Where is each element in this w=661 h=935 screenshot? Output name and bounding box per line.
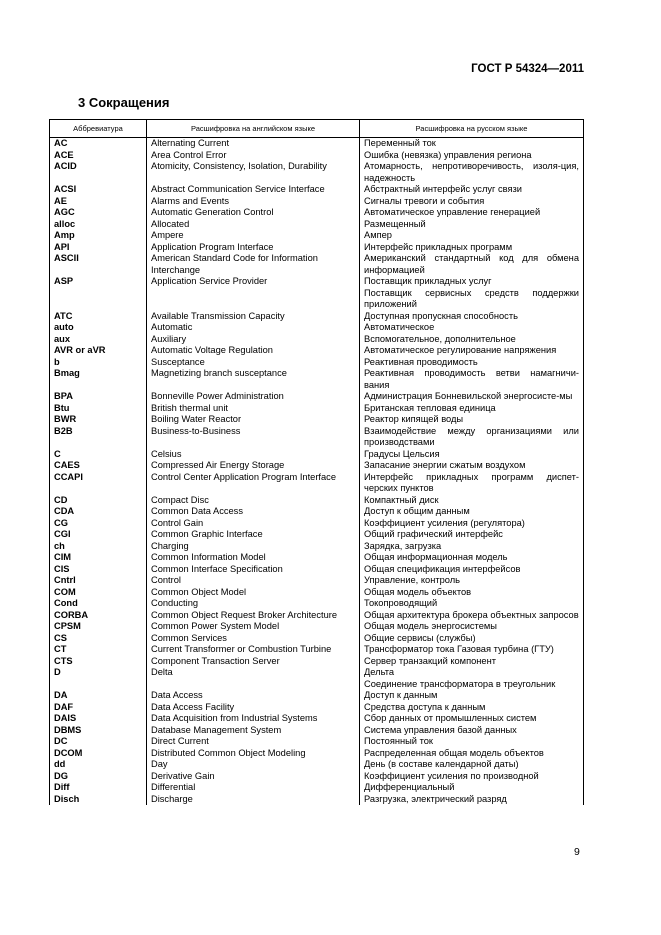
abbreviation-cell: CTS xyxy=(50,656,147,668)
english-cell: Data Acquisition from Industrial Systems xyxy=(147,713,360,725)
abbreviation-cell: ch xyxy=(50,541,147,553)
abbreviation-cell: ATC xyxy=(50,311,147,323)
english-cell: Common Information Model xyxy=(147,552,360,564)
english-cell: Available Transmission Capacity xyxy=(147,311,360,323)
russian-cell: Размещенный xyxy=(360,219,584,231)
russian-cell: Сервер транзакций компонент xyxy=(360,656,584,668)
russian-cell: Общая модель энергосистемы xyxy=(360,621,584,633)
table-row xyxy=(50,495,584,507)
english-cell: Boiling Water Reactor xyxy=(147,414,360,426)
table-row xyxy=(50,587,584,599)
russian-cell: Постоянный ток xyxy=(360,736,584,748)
abbreviation-cell: DG xyxy=(50,771,147,783)
abbreviation-cell: CCAPI xyxy=(50,472,147,495)
table-row xyxy=(50,426,584,449)
english-cell: Alternating Current xyxy=(147,138,360,150)
russian-cell: Управление, контроль xyxy=(360,575,584,587)
russian-cell: Сигналы тревоги и события xyxy=(360,196,584,208)
table-row xyxy=(50,690,584,702)
english-cell: Ampere xyxy=(147,230,360,242)
english-cell: Derivative Gain xyxy=(147,771,360,783)
russian-cell: Общая архитектура брокера объектных запросов xyxy=(360,610,584,622)
english-cell: Data Access xyxy=(147,690,360,702)
table-row xyxy=(50,161,584,184)
russian-cell: Градусы Цельсия xyxy=(360,449,584,461)
table-row xyxy=(50,725,584,737)
table-row xyxy=(50,656,584,668)
table-row xyxy=(50,610,584,622)
abbreviation-cell: CG xyxy=(50,518,147,530)
abbreviation-cell: ASP xyxy=(50,276,147,311)
russian-cell: Интерфейс прикладных программ xyxy=(360,242,584,254)
abbreviation-cell: alloc xyxy=(50,219,147,231)
abbreviation-cell: DBMS xyxy=(50,725,147,737)
russian-cell: Токопроводящий xyxy=(360,598,584,610)
english-cell: Auxiliary xyxy=(147,334,360,346)
russian-cell: Общая модель объектов xyxy=(360,587,584,599)
table-row xyxy=(50,334,584,346)
english-cell: Control xyxy=(147,575,360,587)
english-cell: Susceptance xyxy=(147,357,360,369)
abbreviation-cell: aux xyxy=(50,334,147,346)
english-cell: Differential xyxy=(147,782,360,794)
russian-cell: Доступная пропускная способность xyxy=(360,311,584,323)
abbreviation-cell: Disch xyxy=(50,794,147,806)
abbreviation-cell: BWR xyxy=(50,414,147,426)
abbreviation-cell: COM xyxy=(50,587,147,599)
abbreviation-cell: CGI xyxy=(50,529,147,541)
table-row xyxy=(50,748,584,760)
abbreviation-cell: Diff xyxy=(50,782,147,794)
english-cell: Common Power System Model xyxy=(147,621,360,633)
abbreviation-cell: Btu xyxy=(50,403,147,415)
table-row xyxy=(50,771,584,783)
table-row xyxy=(50,552,584,564)
table-row xyxy=(50,541,584,553)
abbreviation-cell: BPA xyxy=(50,391,147,403)
header-abbreviation: Аббревиатура xyxy=(50,120,147,138)
russian-cell: Система управления базой данных xyxy=(360,725,584,737)
table-row xyxy=(50,702,584,714)
russian-cell: Британская тепловая единица xyxy=(360,403,584,415)
russian-cell: Реактивная проводимость xyxy=(360,357,584,369)
english-cell: British thermal unit xyxy=(147,403,360,415)
abbreviation-cell: AE xyxy=(50,196,147,208)
abbreviation-cell: Cntrl xyxy=(50,575,147,587)
english-cell: Allocated xyxy=(147,219,360,231)
english-cell: Abstract Communication Service Interface xyxy=(147,184,360,196)
russian-cell: Поставщик прикладных услуг Поставщик сервисных средств поддержки приложений xyxy=(360,276,584,311)
english-cell: Control Center Application Program Interface xyxy=(147,472,360,495)
table-row xyxy=(50,230,584,242)
english-cell: Area Control Error xyxy=(147,150,360,162)
abbreviation-cell: auto xyxy=(50,322,147,334)
abbreviation-cell: C xyxy=(50,449,147,461)
russian-cell: Атомарность, непротиворечивость, изоля-ция, надежность xyxy=(360,161,584,184)
russian-cell: Вспомогательное, дополнительное xyxy=(360,334,584,346)
russian-cell: Средства доступа к данным xyxy=(360,702,584,714)
english-cell: Component Transaction Server xyxy=(147,656,360,668)
russian-cell: Компактный диск xyxy=(360,495,584,507)
table-row xyxy=(50,575,584,587)
english-cell: Business-to-Business xyxy=(147,426,360,449)
russian-cell: Абстрактный интерфейс услуг связи xyxy=(360,184,584,196)
english-cell: Discharge xyxy=(147,794,360,806)
abbreviation-cell: ACE xyxy=(50,150,147,162)
english-cell: Conducting xyxy=(147,598,360,610)
abbreviation-cell: DCOM xyxy=(50,748,147,760)
russian-cell: Зарядка, загрузка xyxy=(360,541,584,553)
russian-cell: Коэффициент усиления (регулятора) xyxy=(360,518,584,530)
english-cell: Distributed Common Object Modeling xyxy=(147,748,360,760)
russian-cell: Интерфейс прикладных программ диспет-черских пунктов xyxy=(360,472,584,495)
abbreviation-cell: ACID xyxy=(50,161,147,184)
table-row xyxy=(50,391,584,403)
english-cell: Application Program Interface xyxy=(147,242,360,254)
abbreviation-cell: D xyxy=(50,667,147,690)
russian-cell: Взаимодействие между организациями или производствами xyxy=(360,426,584,449)
abbreviation-cell: CD xyxy=(50,495,147,507)
abbreviation-cell: B2B xyxy=(50,426,147,449)
english-cell: Compressed Air Energy Storage xyxy=(147,460,360,472)
abbreviation-cell: Bmag xyxy=(50,368,147,391)
english-cell: Charging xyxy=(147,541,360,553)
table-row xyxy=(50,414,584,426)
russian-cell: Распределенная общая модель объектов xyxy=(360,748,584,760)
table-row xyxy=(50,242,584,254)
russian-cell: Общий графический интерфейс xyxy=(360,529,584,541)
table-header-row xyxy=(50,120,584,138)
english-cell: Compact Disc xyxy=(147,495,360,507)
table-row xyxy=(50,506,584,518)
russian-cell: Запасание энергии сжатым воздухом xyxy=(360,460,584,472)
english-cell: Atomicity, Consistency, Isolation, Durability xyxy=(147,161,360,184)
table-row xyxy=(50,518,584,530)
abbreviation-cell: CT xyxy=(50,644,147,656)
table-row xyxy=(50,794,584,806)
russian-cell: Американский стандартный код для обмена информацией xyxy=(360,253,584,276)
table-row xyxy=(50,276,584,311)
section-heading: 3 Сокращения xyxy=(78,95,170,110)
russian-cell: Сбор данных от промышленных систем xyxy=(360,713,584,725)
russian-cell: Доступ к данным xyxy=(360,690,584,702)
english-cell: Data Access Facility xyxy=(147,702,360,714)
english-cell: Database Management System xyxy=(147,725,360,737)
table-row xyxy=(50,311,584,323)
russian-cell: Автоматическое управление генерацией xyxy=(360,207,584,219)
table-row xyxy=(50,713,584,725)
russian-cell: Дельта Соединение трансформатора в треугольник xyxy=(360,667,584,690)
abbreviation-cell: Amp xyxy=(50,230,147,242)
table-row xyxy=(50,633,584,645)
russian-cell: Автоматическое xyxy=(360,322,584,334)
abbreviation-cell: CDA xyxy=(50,506,147,518)
russian-cell: Ампер xyxy=(360,230,584,242)
table-row xyxy=(50,403,584,415)
abbreviation-cell: DAF xyxy=(50,702,147,714)
english-cell: American Standard Code for Information Interchange xyxy=(147,253,360,276)
table-row xyxy=(50,138,584,150)
russian-cell: Разгрузка, электрический разряд xyxy=(360,794,584,806)
table-row xyxy=(50,449,584,461)
russian-cell: Ошибка (невязка) управления региона xyxy=(360,150,584,162)
abbreviation-cell: API xyxy=(50,242,147,254)
english-cell: Alarms and Events xyxy=(147,196,360,208)
english-cell: Common Services xyxy=(147,633,360,645)
abbreviation-cell: CPSM xyxy=(50,621,147,633)
table-row xyxy=(50,357,584,369)
russian-cell: Администрация Бонневильской энергосисте-мы xyxy=(360,391,584,403)
table-row xyxy=(50,207,584,219)
table-row xyxy=(50,667,584,690)
english-cell: Application Service Provider xyxy=(147,276,360,311)
english-cell: Current Transformer or Combustion Turbine xyxy=(147,644,360,656)
english-cell: Magnetizing branch susceptance xyxy=(147,368,360,391)
table-row xyxy=(50,345,584,357)
table-row xyxy=(50,529,584,541)
table-row xyxy=(50,460,584,472)
english-cell: Common Object Model xyxy=(147,587,360,599)
table-row xyxy=(50,184,584,196)
english-cell: Common Object Request Broker Architecture xyxy=(147,610,360,622)
table-row xyxy=(50,150,584,162)
english-cell: Automatic Voltage Regulation xyxy=(147,345,360,357)
table-row xyxy=(50,782,584,794)
table-row xyxy=(50,219,584,231)
table-row xyxy=(50,598,584,610)
russian-cell: Автоматическое регулирование напряжения xyxy=(360,345,584,357)
abbreviations-table xyxy=(49,119,584,805)
english-cell: Day xyxy=(147,759,360,771)
abbreviation-cell: AVR or aVR xyxy=(50,345,147,357)
english-cell: Control Gain xyxy=(147,518,360,530)
russian-cell: Реактор кипящей воды xyxy=(360,414,584,426)
abbreviation-cell: AC xyxy=(50,138,147,150)
table-row xyxy=(50,196,584,208)
russian-cell: Общая информационная модель xyxy=(360,552,584,564)
russian-cell: День (в составе календарной даты) xyxy=(360,759,584,771)
abbreviation-cell: CS xyxy=(50,633,147,645)
abbreviation-cell: DAIS xyxy=(50,713,147,725)
english-cell: Delta xyxy=(147,667,360,690)
english-cell: Automatic xyxy=(147,322,360,334)
russian-cell: Реактивная проводимость ветви намагничи-вания xyxy=(360,368,584,391)
table-row xyxy=(50,736,584,748)
abbreviation-cell: CAES xyxy=(50,460,147,472)
english-cell: Common Graphic Interface xyxy=(147,529,360,541)
standard-designation: ГОСТ Р 54324—2011 xyxy=(471,63,584,75)
abbreviation-cell: CIS xyxy=(50,564,147,576)
table-row xyxy=(50,621,584,633)
russian-cell: Общая спецификация интерфейсов xyxy=(360,564,584,576)
english-cell: Common Data Access xyxy=(147,506,360,518)
page-number: 9 xyxy=(574,846,580,858)
abbreviation-cell: DC xyxy=(50,736,147,748)
abbreviation-cell: dd xyxy=(50,759,147,771)
russian-cell: Общие сервисы (службы) xyxy=(360,633,584,645)
header-english: Расшифровка на английском языке xyxy=(147,120,360,138)
table-row xyxy=(50,253,584,276)
english-cell: Common Interface Specification xyxy=(147,564,360,576)
table-row xyxy=(50,472,584,495)
table-row xyxy=(50,644,584,656)
russian-cell: Переменный ток xyxy=(360,138,584,150)
header-russian: Расшифровка на русском языке xyxy=(360,120,584,138)
english-cell: Bonneville Power Administration xyxy=(147,391,360,403)
russian-cell: Доступ к общим данным xyxy=(360,506,584,518)
table-row xyxy=(50,564,584,576)
table-row xyxy=(50,368,584,391)
english-cell: Automatic Generation Control xyxy=(147,207,360,219)
abbreviation-cell: ACSI xyxy=(50,184,147,196)
abbreviation-cell: CORBA xyxy=(50,610,147,622)
abbreviation-cell: b xyxy=(50,357,147,369)
english-cell: Celsius xyxy=(147,449,360,461)
russian-cell: Трансформатор тока Газовая турбина (ГТУ) xyxy=(360,644,584,656)
table-row xyxy=(50,759,584,771)
abbreviation-cell: DA xyxy=(50,690,147,702)
russian-cell: Дифференциальный xyxy=(360,782,584,794)
abbreviation-cell: ASCII xyxy=(50,253,147,276)
english-cell: Direct Current xyxy=(147,736,360,748)
russian-cell: Коэффициент усиления по производной xyxy=(360,771,584,783)
table-row xyxy=(50,322,584,334)
abbreviation-cell: Cond xyxy=(50,598,147,610)
abbreviation-cell: CIM xyxy=(50,552,147,564)
abbreviation-cell: AGC xyxy=(50,207,147,219)
